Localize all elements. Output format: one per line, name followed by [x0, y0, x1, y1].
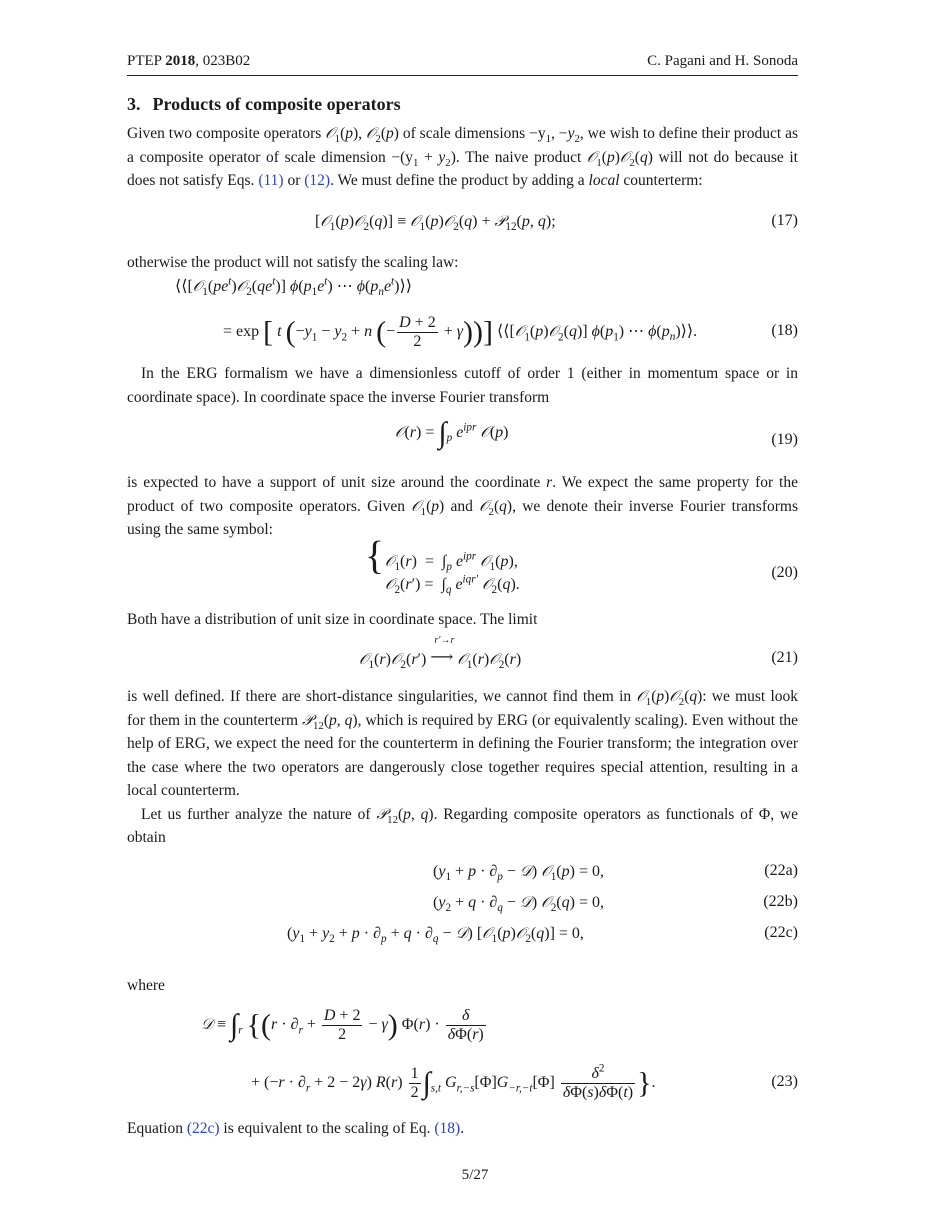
equation-23: 𝒟 ≡ $\int_r$ {($r \cdot \partial_r$ + $\frac{D + 2}{2}$ − γ) Φ(r) · $\frac{\delta}{\delta\Phi(r)}$ + $(-r \cdot \partial_r + 2 - 2\gamma)$ R(r) $\frac{1}{2}$ $\int_{s,t}$ $G_{r,-s}[\Phi]G_{-r,-t}[\Phi]$ $\frac{\delta^2}{\delta\Phi(s)\delta\Phi(t)}$ }. (23): [201, 1007, 798, 1101]
paragraph-scaling: otherwise the product will not satisfy the scaling law:: [127, 253, 459, 271]
page-number: 5/27: [461, 1167, 489, 1183]
eq-ref-12[interactable]: (12): [304, 172, 331, 189]
equation-18: $⟨⟨[𝒪_1(pe^t)𝒪_2(qe^t)]$ $\phi(p_1e^t)$ ⋯ $\phi(p_ne^t)⟩⟩$ = exp [ t ($-y_1 - y_2 + n$ (− $\frac{D + 2}{2}$ + γ))] ⟨⟨[𝒪$_1$(p)𝒪$_2$(q)] $\phi(p_1)$ ⋯ $\phi(p_n)⟩⟩$. (18): [175, 275, 798, 350]
header-authors: C. Pagani and H. Sonoda: [647, 53, 798, 69]
paragraph-support: is expected to have a support of unit size around the coordinate r. We expect the same property for the product of two composite operators. Given 𝒪$_1$(p) and 𝒪$_2$(q), we denote their inverse Fourier transforms using the same symbol:: [127, 474, 798, 538]
paragraph-limit: Both have a distribution of unit size in coordinate space. The limit: [127, 610, 538, 628]
page-body: [127, 92, 798, 1141]
equation-19: 𝒪(r) = $\int_p$ $e^{ipr}$ 𝒪(p) (19): [395, 416, 798, 450]
eq-ref-22c[interactable]: (22c): [186, 1120, 220, 1137]
header-rule: [127, 75, 798, 76]
paragraph-analysis: Let us further analyze the nature of 𝒫$_{12}$(p, q). Regarding composite operators as functionals of Φ, we obtain: [127, 804, 799, 846]
equation-20: { 𝒪$_1$(r) = $\int_p$ $e^{ipr}$ 𝒪$_1$(p), 𝒪$_2$(r′) = $\int_q$ $e^{iqr'}$ 𝒪$_2$(q). (20): [365, 531, 798, 596]
paragraph-singularities: is well defined. If there are short-distance singularities, we cannot find them in 𝒪$_1$(p)𝒪$_2$(q): we must look for them in the counterterm 𝒫$_{12}$(p, q), which is required by ERG (or equivalently scaling). Even without the help of ERG, we expect the need for the counterterm in defining the Fourier transform; the integration over the case where the two operators are dangerously close together requires special attention, resulting in a local counterterm.: [127, 687, 798, 799]
section-heading: 3. Products of composite operators: [127, 94, 401, 114]
paragraph-where: where: [127, 976, 165, 994]
running-header: [127, 51, 798, 71]
equation-17: [𝒪$_1$(p)𝒪$_2$(q)] ≡ 𝒪$_1$(p)𝒪$_2$(q) + 𝒫$_{12}$(p, q); (17): [315, 211, 798, 233]
paragraph-erg: In the ERG formalism we have a dimensionless cutoff of order 1 (either in momentum space or in coordinate space). In coordinate space the inverse Fourier transform: [127, 365, 798, 406]
paragraph-intro: Given two composite operators 𝒪$_1$(p), 𝒪$_2$(p) of scale dimensions $-y_1$, $-y_2$, we wish to define their product as a composite operator of scale dimension $-(y_1 + y_2)$. The naive product 𝒪$_1$(p)𝒪$_2$(q) will not do because it does not satisfy Eqs. (11) or (12). We must define the product by adding a local counterterm:: [127, 124, 798, 189]
equation-21: 𝒪$_1$(r)𝒪$_2$(r′) r′→r ⟶ 𝒪$_1$(r)𝒪$_2$(r) (21): [359, 635, 798, 672]
equation-22: ($y_1 + p \cdot \partial_p$ − 𝒟) 𝒪$_1$(p) = 0, (22a) ($y_2 + q \cdot \partial_q$ − 𝒟) 𝒪$_2$(q) = 0, (22b) ($y_1 + y_2 + p \cdot \partial_p + q \cdot \partial_q$ − 𝒟) [𝒪$_1$(p)𝒪$_2$(q)] = 0, (22c): [287, 861, 798, 945]
paragraph-equivalence: Equation (22c) is equivalent to the scaling of Eq. (18).: [127, 1120, 465, 1137]
journal-citation: PTEP 2018, 023B02: [127, 53, 251, 69]
eq-ref-11[interactable]: (11): [258, 172, 284, 189]
eq-ref-18[interactable]: (18): [434, 1120, 461, 1137]
